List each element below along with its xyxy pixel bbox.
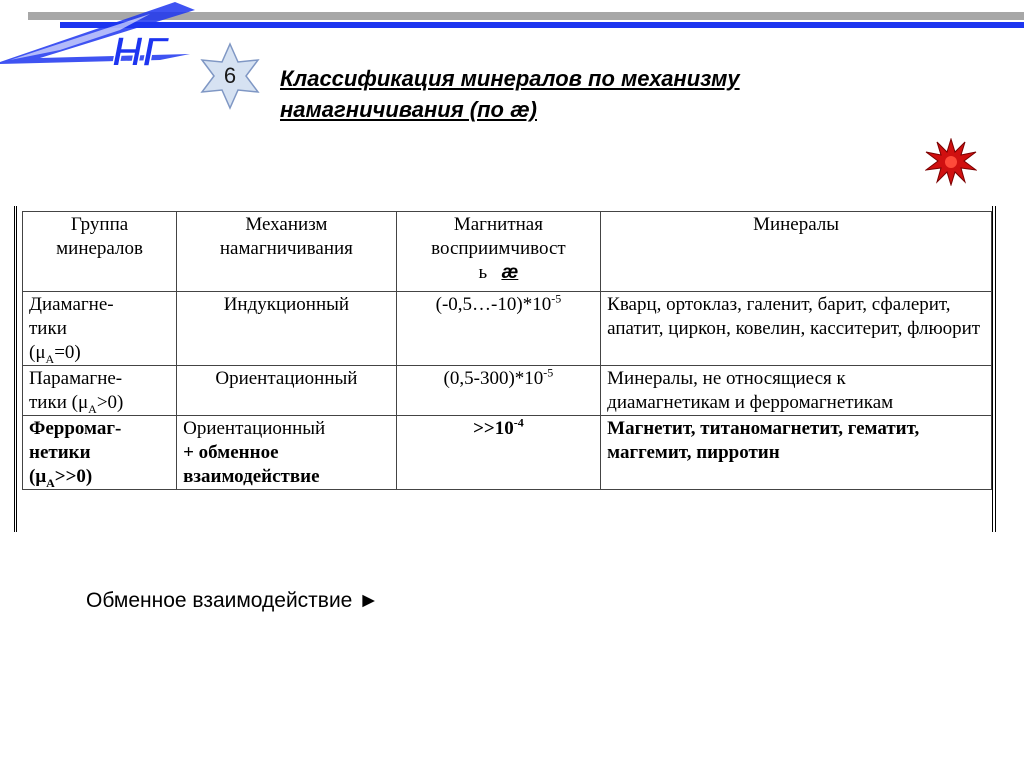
- table-row: [23, 292, 992, 366]
- row1-minerals-l1: Минералы, не относящиеся к: [607, 368, 846, 389]
- header-group-l1: Группа: [70, 214, 129, 235]
- title-line-2: намагничивания (по æ): [280, 97, 537, 122]
- table-frame-left: [14, 206, 17, 532]
- row2-mech-l1: Ориентационный: [183, 418, 326, 439]
- header-blue-bar: [60, 22, 1024, 28]
- slide-title: [280, 63, 900, 125]
- header-susc-l3: ь: [478, 262, 488, 283]
- slide-number: 6: [223, 63, 237, 88]
- row-minerals: Магнетит, титаномагнетит, гематит, маггемит, пирротин: [601, 416, 992, 490]
- header-group-l2: минералов: [56, 238, 143, 259]
- logo-text: НГ: [112, 28, 169, 75]
- header-susc-symbol: æ: [501, 262, 519, 283]
- row0-group-l2: тики: [29, 318, 67, 339]
- header-susc-l1: Магнитная: [453, 214, 543, 235]
- row2-value-exp: -4: [513, 415, 524, 430]
- row1-group-l2: тики (μ: [29, 392, 89, 413]
- header-mechanism: [177, 212, 397, 292]
- row0-value: (-0,5…-10)*10: [435, 294, 552, 315]
- row-value: [396, 366, 600, 416]
- table-row: [23, 416, 992, 490]
- row2-group-l3-post: >>0): [54, 466, 93, 487]
- row1-value: (0,5-300)*10: [443, 368, 544, 389]
- row0-group-l3: (μ: [29, 342, 46, 363]
- row-mechanism: [177, 416, 397, 490]
- row0-group-l1: Диамагне-: [29, 294, 114, 315]
- row1-group-l2-post: >0): [96, 392, 124, 413]
- header-group: [23, 212, 177, 292]
- row-minerals: Кварц, ортоклаз, галенит, барит, сфалерит, апатит, циркон, ковелин, касситерит, флюорит: [601, 292, 992, 366]
- row2-group-l3: (μ: [29, 466, 47, 487]
- row0-group-l3-post: =0): [54, 342, 81, 363]
- row2-mech-l3: взаимодействие: [183, 466, 320, 487]
- row1-value-exp: -5: [543, 365, 554, 380]
- row2-group-l2: нетики: [29, 442, 91, 463]
- row-group: [23, 292, 177, 366]
- row1-group-sub: A: [88, 401, 97, 416]
- ng-logo: [0, 0, 200, 80]
- header-susceptibility: [396, 212, 600, 292]
- row1-group-l1: Парамагне-: [29, 368, 123, 389]
- row0-group-sub: A: [45, 351, 55, 366]
- row2-group-l1: Ферромаг-: [29, 418, 122, 439]
- row1-minerals-l2: диамагнетикам и ферромагнетикам: [607, 392, 894, 413]
- row-minerals: [601, 366, 992, 416]
- row2-group-sub: A: [46, 475, 55, 490]
- burst-icon[interactable]: [925, 138, 977, 186]
- row2-mech-l2: + обменное: [183, 442, 279, 463]
- row-group: [23, 416, 177, 490]
- minerals-table: [22, 211, 992, 490]
- table-frame-right: [992, 206, 996, 532]
- table-header-row: [23, 212, 992, 292]
- row-group: [23, 366, 177, 416]
- header-minerals: Минералы: [601, 212, 992, 292]
- row2-value: >>10: [473, 418, 514, 439]
- row-value: [396, 416, 600, 490]
- header-susc-l2: восприимчивост: [431, 238, 566, 259]
- row-mechanism: Ориентационный: [177, 366, 397, 416]
- header-mechanism-l1: Механизм: [245, 214, 328, 235]
- row-value: [396, 292, 600, 366]
- row-mechanism: Индукционный: [177, 292, 397, 366]
- header-mechanism-l2: намагничивания: [219, 238, 353, 259]
- table-row: [23, 366, 992, 416]
- row0-value-exp: -5: [551, 291, 562, 306]
- exchange-interaction-link[interactable]: Обменное взаимодействие ►: [86, 589, 379, 612]
- title-line-1: Классификация минералов по механизму: [280, 66, 740, 91]
